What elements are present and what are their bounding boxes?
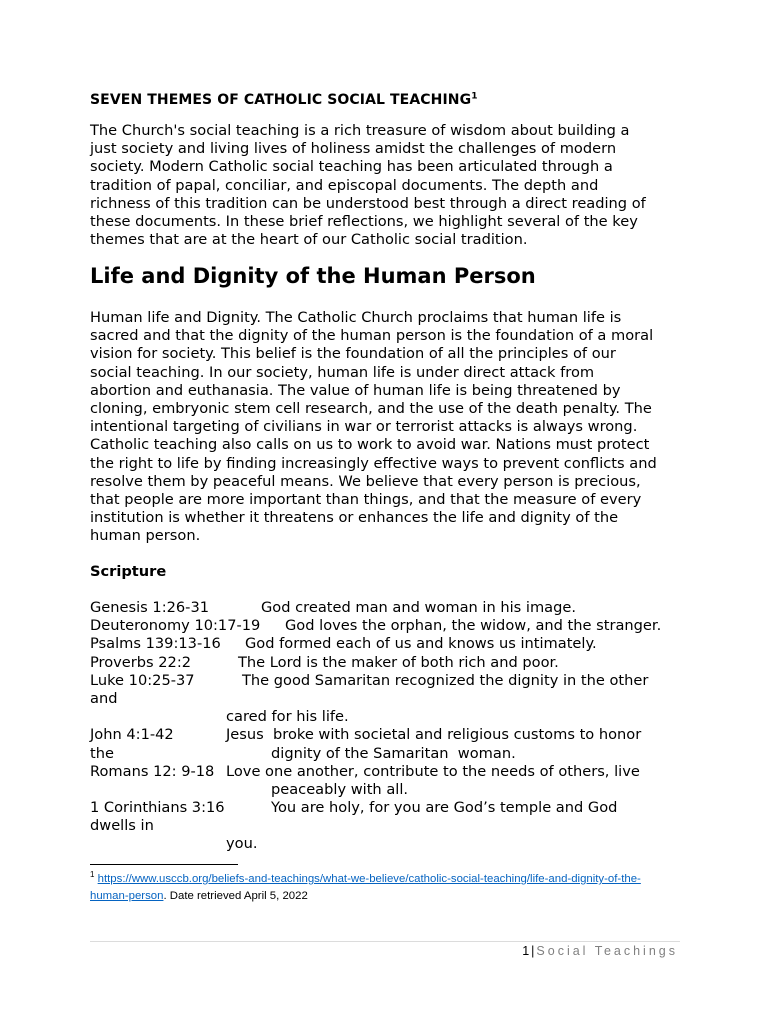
footnote-marker: 1 (90, 870, 95, 880)
scripture-ref: John 4:1-42 (90, 726, 174, 744)
intro-line: society. Modern Catholic social teaching has been articulated through a (90, 158, 613, 176)
scripture-ref: the (90, 744, 114, 762)
scripture-row (90, 745, 690, 763)
scripture-text: Jesus broke with societal and religious customs to honor (226, 726, 642, 744)
scripture-text: God formed each of us and knows us intimately. (245, 635, 597, 653)
scripture-text: dignity of the Samaritan woman. (271, 744, 516, 762)
scripture-text: you. (226, 835, 258, 853)
scripture-text: God loves the orphan, the widow, and the stranger. (285, 617, 662, 635)
scripture-list (90, 599, 690, 854)
scripture-text: cared for his life. (226, 708, 349, 726)
footnote-separator (90, 864, 238, 865)
footnote (90, 871, 680, 905)
scripture-text: The good Samaritan recognized the dignity in the other (242, 671, 649, 689)
section-line: abortion and euthanasia. The value of human life is being threatened by (90, 381, 621, 399)
scripture-ref: Psalms 139:13-16 (90, 635, 221, 653)
section-line: vision for society. This belief is the foundation of all the principles of our (90, 345, 616, 363)
section-line: intentional targeting of civilians in war or terrorist attacks is always wrong. (90, 418, 638, 436)
intro-line: themes that are at the heart of our Catholic social tradition. (90, 231, 528, 249)
running-title: Social Teachings (536, 944, 678, 958)
scripture-row (90, 817, 690, 835)
section-line: sacred and that the dignity of the human person is the foundation of a moral (90, 327, 654, 345)
section-line: Catholic teaching also calls on us to work to avoid war. Nations must protect (90, 436, 650, 454)
scripture-text: You are holy, for you are God’s temple and God (271, 799, 618, 817)
scripture-ref: and (90, 689, 118, 707)
scripture-row (90, 763, 690, 781)
title-footnote-ref[interactable]: 1 (471, 91, 478, 102)
scripture-row (90, 672, 690, 690)
section-line: Human life and Dignity. The Catholic Church proclaims that human life is (90, 309, 622, 326)
intro-line: just society and living lives of holiness amidst the challenges of modern (90, 140, 617, 158)
scripture-row (90, 726, 690, 744)
scripture-ref: Romans 12: 9-18 (90, 762, 215, 780)
section-heading: Life and Dignity of the Human Person (90, 264, 536, 288)
footnote-suffix: . Date retrieved April 5, 2022 (163, 890, 308, 902)
intro-line: these documents. In these brief reflections, we highlight several of the key (90, 213, 638, 231)
footnote-link-line2[interactable]: human-person (90, 890, 164, 902)
document-title (90, 92, 478, 108)
scripture-ref: Luke 10:25-37 (90, 671, 195, 689)
footer-divider (90, 941, 680, 942)
scripture-row (90, 654, 690, 672)
intro-paragraph (90, 122, 680, 249)
section-line: the right to life by finding increasingly effective ways to prevent conflicts and (90, 454, 657, 472)
scripture-ref: 1 Corinthians 3:16 (90, 799, 225, 817)
scripture-row (90, 599, 690, 617)
scripture-ref: Proverbs 22:2 (90, 653, 192, 671)
page-number: 1 (522, 944, 530, 958)
scripture-ref: dwells in (90, 817, 154, 835)
scripture-row (90, 690, 690, 708)
scripture-text: peaceably with all. (271, 780, 409, 798)
page-footer (522, 944, 678, 958)
scripture-ref: Genesis 1:26-31 (90, 599, 210, 616)
intro-line: richness of this tradition can be understood best through a direct reading of (90, 194, 646, 212)
section-line: institution is whether it threatens or enhances the life and dignity of the (90, 509, 619, 527)
footnote-link-line1[interactable]: https://www.usccb.org/beliefs-and-teachings/what-we-believe/catholic-social-teaching/life-and-dignity-of-the- (97, 873, 641, 885)
scripture-text: Love one another, contribute to the needs of others, live (226, 762, 640, 780)
section-line: social teaching. In our society, human life is under direct attack from (90, 363, 595, 381)
section-line: that people are more important than things, and that the measure of every (90, 491, 642, 509)
section-line: cloning, embryonic stem cell research, and the use of the death penalty. The (90, 400, 652, 418)
document-title-text: SEVEN THEMES OF CATHOLIC SOCIAL TEACHING (90, 92, 472, 108)
section-paragraph (90, 309, 680, 546)
scripture-row (90, 799, 690, 817)
scripture-heading: Scripture (90, 563, 167, 580)
scripture-text: The Lord is the maker of both rich and poor. (238, 653, 559, 671)
scripture-row (90, 781, 690, 799)
scripture-text: God created man and woman in his image. (261, 599, 577, 616)
footer-separator: | (531, 944, 535, 958)
scripture-ref: Deuteronomy 10:17-19 (90, 617, 261, 635)
scripture-row (90, 708, 690, 726)
section-line: human person. (90, 527, 201, 545)
scripture-row (90, 835, 690, 853)
intro-line: The Church's social teaching is a rich treasure of wisdom about building a (90, 122, 630, 139)
intro-line: tradition of papal, conciliar, and episcopal documents. The depth and (90, 176, 599, 194)
scripture-row (90, 635, 690, 653)
section-line: resolve them by peaceful means. We believe that every person is precious, (90, 472, 641, 490)
scripture-row (90, 617, 690, 635)
